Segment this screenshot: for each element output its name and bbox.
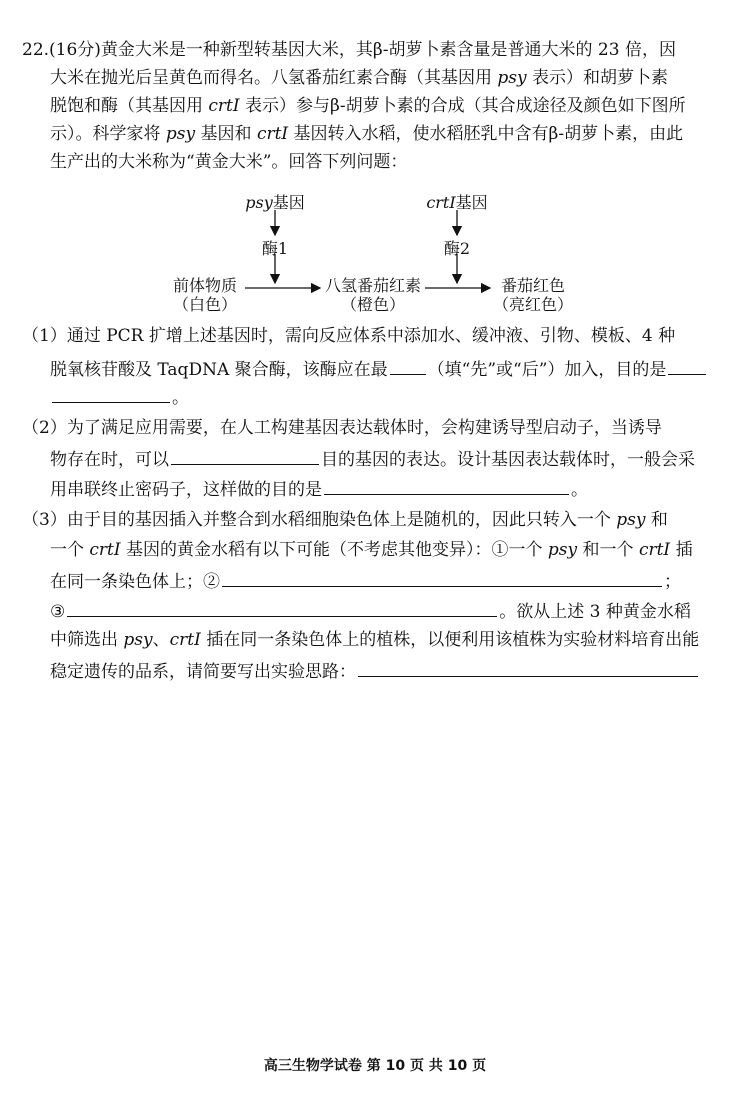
question-22-line-2: 大米在抛光后呈黄色而得名。八氢番茄红素合酶（其基因用 psy 表示）和胡萝卜素 [50,68,669,88]
psy-gene-label: psy基因 [245,193,305,212]
q1-blank-order[interactable] [390,356,426,375]
q1-line-1: （1）通过 PCR 扩增上述基因时，需向反应体系中添加水、缓冲液、引物、模板、4 种 [22,326,676,346]
q1-blank-purpose[interactable] [668,356,706,375]
q3-line-1: （3）由于目的基因插入并整合到水稻细胞染色体上是随机的，因此只转入一个 psy 和 [22,510,668,530]
page-footer: 高三生物学试卷 第 10 页 共 10 页 [263,1058,487,1074]
q3-line-6: 稳定遗传的品系，请简要写出实验思路： [50,658,700,684]
q3-line-4: ③ 。欲从上述 3 种黄金水稻 [50,598,691,624]
crtI-gene-label: crtI基因 [426,193,488,212]
question-22-line-5: 生产出的大米称为“黄金大米”。回答下列问题： [50,152,408,172]
phytoene-label: 八氢番茄红素 [324,276,421,295]
q1-line-2: 脱氧核苷酸及 TaqDNA 聚合酶，该酶应在最 （填“先”或“后”）加入，目的是 [50,356,708,382]
enzyme2-label: 酶2 [443,239,471,258]
q2-blank-inducer-effect[interactable] [171,446,319,465]
q3-blank-case-2[interactable] [222,568,662,587]
q3-line-5: 中筛选出 psy、crtI 插在同一条染色体上的植株，以便利用该植株为实验材料培育出能 [50,630,700,650]
enzyme1-label: 酶1 [261,239,289,258]
precursor-label: 前体物质 [172,276,237,295]
precursor-color: （白色） [172,295,237,314]
question-22-line-1: 22.(16分)黄金大米是一种新型转基因大米，其β-胡萝卜素含量是普通大米的 23 倍，因 [22,40,676,60]
phytoene-color: （橙色） [340,295,405,314]
q2-line-2: 物存在时，可以 目的基因的表达。设计基因表达载体时，一般会采 [50,446,695,472]
question-22-line-3: 脱饱和酶（其基因用 crtI 表示）参与β-胡萝卜素的合成（其合成途径及颜色如下图所 [50,96,686,116]
q3-line-3: 在同一条染色体上；② ； [50,568,681,594]
question-number-score: 22.(16分) [22,40,101,60]
pathway-arrows [0,0,750,320]
q2-line-1: （2）为了满足应用需要，在人工构建基因表达载体时，会构建诱导型启动子，当诱导 [22,418,662,438]
question-22-line-4: 示）。科学家将 psy 基因和 crtI 基因转入水稻，使水稻胚乳中含有β-胡萝卜素，由此 [50,124,684,144]
q3-blank-experiment-idea[interactable] [358,658,698,677]
q1-blank-purpose-cont[interactable] [52,384,170,403]
q1-line-3: 。 [50,384,189,410]
lycopene-color: （亮红色） [492,295,573,314]
q3-line-2: 一个 crtI 基因的黄金水稻有以下可能（不考虑其他变异）：①一个 psy 和一个 crtI 插 [50,540,693,560]
lycopene-label: 番茄红色 [500,276,565,295]
q3-blank-case-3[interactable] [67,598,497,617]
q2-line-3: 用串联终止密码子，这样做的目的是 。 [50,476,588,502]
q2-blank-stop-codon-purpose[interactable] [324,476,569,495]
